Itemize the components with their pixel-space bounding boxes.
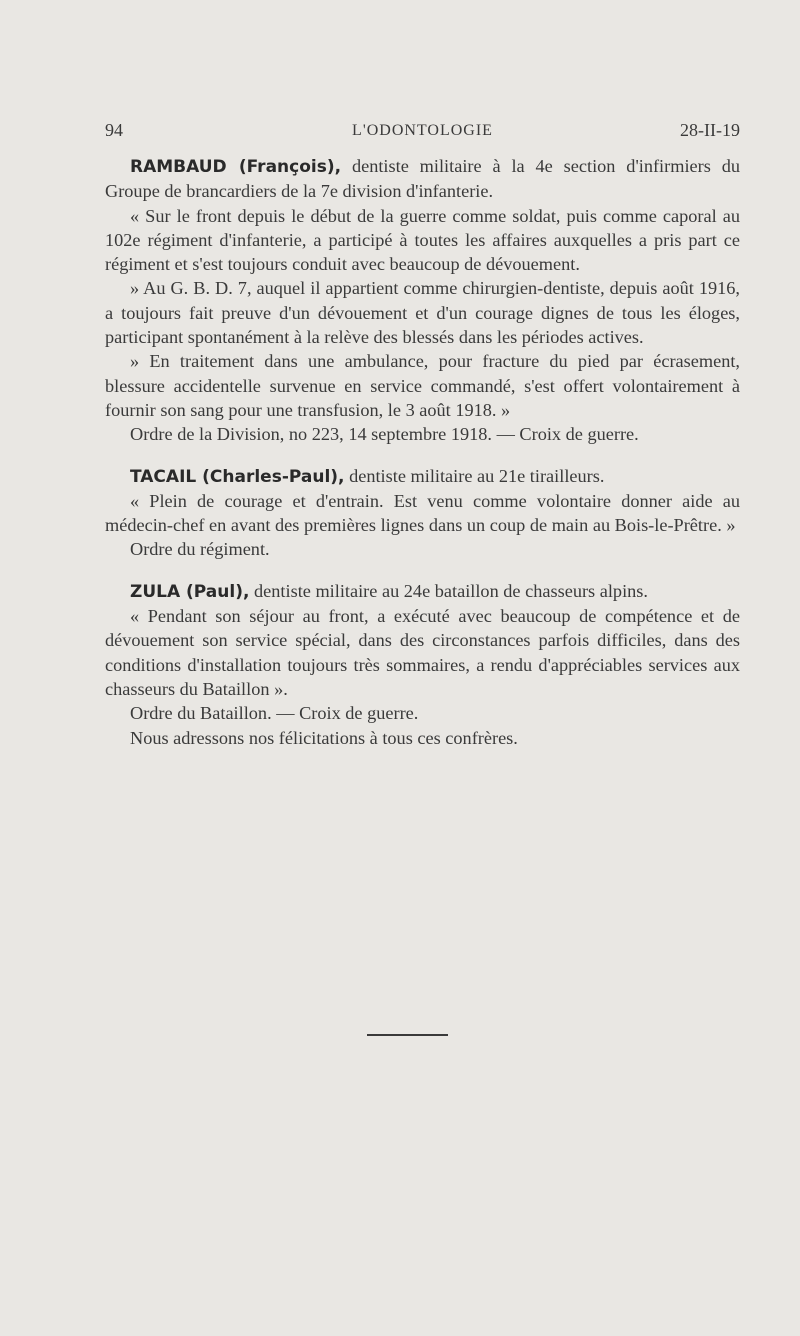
entry-intro: dentiste militaire au 21e tirailleurs.	[344, 465, 605, 486]
person-name: ZULA (Paul),	[130, 581, 250, 602]
entry-rambaud	[105, 154, 740, 447]
page-header	[105, 120, 740, 142]
citation-paragraph: » En traitement dans une ambulance, pour fracture du pied par écrasement, blessure accidentelle survenue en service commandé, s'est offert volontairement à fournir son sang pour une transfusion, le 3 août 1918. »	[105, 351, 740, 420]
page-number: 94	[105, 120, 123, 140]
person-name: RAMBAUD (François),	[130, 157, 342, 177]
order-line: Ordre du régiment.	[130, 539, 270, 560]
closing-line: Nous adressons nos félicitations à tous ces confrères.	[130, 727, 518, 748]
end-rule	[367, 1034, 448, 1036]
journal-title: L'ODONTOLOGIE	[352, 122, 493, 139]
citation-paragraph: « Sur le front depuis le début de la guerre comme soldat, puis comme caporal au 102e régiment d'infanterie, a participé à toutes les affaires auxquelles a pris part ce régiment et s'est toujours conduit avec beaucoup de dévouement.	[105, 205, 740, 275]
entry-intro: dentiste militaire au 24e bataillon de chasseurs alpins.	[249, 580, 648, 601]
entry-heading	[105, 579, 740, 604]
order-line: Ordre de la Division, no 223, 14 septembre 1918. — Croix de guerre.	[130, 424, 639, 445]
entry-zula	[105, 579, 740, 750]
entry-heading	[105, 154, 740, 204]
issue-date: 28-II-19	[680, 120, 740, 140]
citation-paragraph: « Plein de courage et d'entrain. Est venu comme volontaire donner aide au médecin-chef en avant des premières lignes dans un coup de main au Bois-le-Prêtre. »	[105, 490, 740, 536]
entry-tacail	[105, 464, 740, 562]
entry-intro: dentiste militaire à la 4e section d'infirmiers du Groupe de brancardiers de la 7e division d'infanterie.	[105, 156, 740, 202]
article-body	[105, 154, 740, 750]
order-line: Ordre du Bataillon. — Croix de guerre.	[130, 703, 419, 724]
entry-heading	[105, 464, 740, 489]
person-name: TACAIL (Charles-Paul),	[130, 466, 345, 487]
citation-paragraph: » Au G. B. D. 7, auquel il appartient comme chirurgien-dentiste, depuis août 1916, a toujours fait preuve d'un dévouement et d'un courage dignes de tous les éloges, participant spontanément à la relève des blessés dans les périodes actives.	[105, 278, 740, 348]
citation-paragraph: « Pendant son séjour au front, a exécuté avec beaucoup de compétence et de dévouement son service spécial, dans des circonstances parfois difficiles, dans des conditions d'installation toujours très sommaires, a rendu d'appréciables services aux chasseurs du Bataillon ».	[105, 606, 740, 699]
